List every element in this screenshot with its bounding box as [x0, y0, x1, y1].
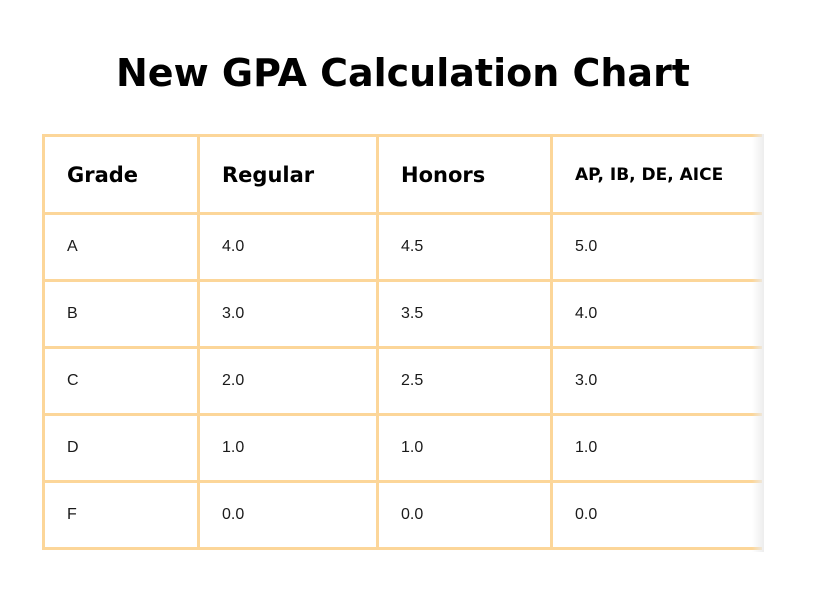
table-row	[44, 281, 763, 348]
cell-regular: 2.0	[199, 348, 378, 415]
page-title: New GPA Calculation Chart	[116, 51, 690, 95]
cell-honors: 3.5	[378, 281, 552, 348]
cell-grade: A	[44, 214, 199, 281]
cell-grade: C	[44, 348, 199, 415]
header-grade: Grade	[44, 136, 199, 214]
cell-regular: 0.0	[199, 482, 378, 549]
cell-ap: 4.0	[552, 281, 763, 348]
table-header-row	[44, 136, 763, 214]
cell-ap: 1.0	[552, 415, 763, 482]
table-row	[44, 348, 763, 415]
cell-honors: 2.5	[378, 348, 552, 415]
cell-ap: 3.0	[552, 348, 763, 415]
cell-regular: 3.0	[199, 281, 378, 348]
header-regular: Regular	[199, 136, 378, 214]
cell-honors: 1.0	[378, 415, 552, 482]
cell-honors: 4.5	[378, 214, 552, 281]
cell-grade: F	[44, 482, 199, 549]
cell-regular: 4.0	[199, 214, 378, 281]
cell-grade: D	[44, 415, 199, 482]
cell-honors: 0.0	[378, 482, 552, 549]
table-row	[44, 482, 763, 549]
gpa-table	[42, 134, 762, 550]
gpa-table-container	[42, 134, 762, 552]
cell-grade: B	[44, 281, 199, 348]
cell-ap: 0.0	[552, 482, 763, 549]
table-row	[44, 415, 763, 482]
table-row	[44, 214, 763, 281]
header-ap-ib-de-aice: AP, IB, DE, AICE	[552, 136, 763, 214]
cell-regular: 1.0	[199, 415, 378, 482]
cell-ap: 5.0	[552, 214, 763, 281]
header-honors: Honors	[378, 136, 552, 214]
